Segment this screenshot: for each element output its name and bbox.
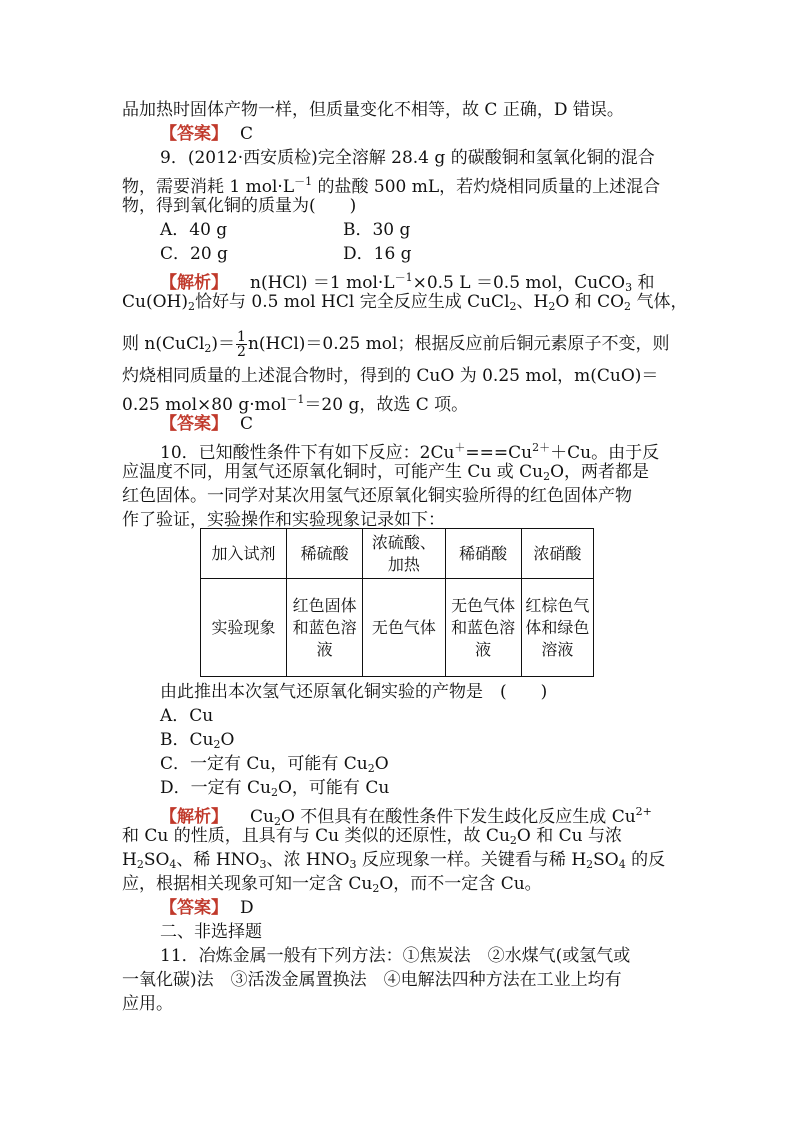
option-c: C．一定有 Cu，可能有 $Cu_2O$ xyxy=(160,754,389,775)
text-line: 应温度不同，用氢气还原氧化铜时，可能产生 Cu 或 $Cu_2O$，两者都是 xyxy=(122,462,650,483)
option-a: A．40 g xyxy=(160,220,228,240)
table-cell: 红色固体和蓝色溶液 xyxy=(287,579,363,677)
experiment-table xyxy=(200,528,594,677)
question-11: 11．冶炼金属一般有下列方法：①焦炭法 ②水煤气(或氢气或 xyxy=(160,946,631,966)
table-cell: 加入试剂 xyxy=(201,529,287,579)
text-line: 应，根据相关现象可知一定含 $Cu_2O$，而不一定含 Cu。 xyxy=(122,874,542,895)
text-line: 物，得到氧化铜的质量为( ) xyxy=(122,196,357,216)
table-cell: 红棕色气体和绿色溶液 xyxy=(521,579,593,677)
answer-label: 【答案】 xyxy=(160,898,228,918)
answer-line: 【答案】 C xyxy=(160,124,254,144)
analysis-line: 【解析】 n(HCl) ＝1 $mol\cdot L^{-1}\times 0.5$ L ＝0.5 mol，CuCO$_3$ 和 xyxy=(160,271,655,294)
table-row xyxy=(201,579,594,677)
analysis-label: 【解析】 xyxy=(160,807,228,827)
text-line: 0.25 mol×80 g·mol$^{-1}$＝20 g，故选 C 项。 xyxy=(122,393,469,415)
text-line: 作了验证，实验操作和实验现象记录如下： xyxy=(122,510,445,530)
text-line: $H_2SO_4$、稀 $HNO_3$、浓 $HNO_3$ 反应现象一样。关键看与稀 $H_2SO_4$ 的反 xyxy=(122,850,666,871)
option-b: B．$Cu_2O$ xyxy=(160,730,235,751)
option-d: D．一定有 $Cu_2O$，可能有 Cu xyxy=(160,778,390,799)
table-cell: 无色气体和蓝色溶液 xyxy=(445,579,521,677)
table-cell: 无色气体 xyxy=(363,579,445,677)
answer-label: 【答案】 xyxy=(160,414,228,434)
fraction: $\frac{1}{2}$ xyxy=(237,329,246,360)
option-b: B．30 g xyxy=(343,220,411,240)
table-cell: 稀硫酸 xyxy=(287,529,363,579)
table-cell: 浓硫酸、加热 xyxy=(363,529,445,579)
question-10: 10．已知酸性条件下有如下反应：$2Cu^+===Cu^{2+}+Cu$。由于反 xyxy=(160,441,660,463)
option-a: A．Cu xyxy=(160,706,214,726)
table-cell: 稀硝酸 xyxy=(445,529,521,579)
text-line: 灼烧相同质量的上述混合物时，得到的 CuO 为 0.25 mol，m(CuO)＝ xyxy=(122,366,659,386)
answer-label: 【答案】 xyxy=(160,124,228,144)
text-line: 一氧化碳)法 ③活泼金属置换法 ④电解法四种方法在工业上均有 xyxy=(122,970,622,990)
table-cell: 浓硝酸 xyxy=(521,529,593,579)
text-line: 应用。 xyxy=(122,994,173,1014)
analysis-label: 【解析】 xyxy=(160,273,228,293)
analysis-line: 【解析】 $Cu_2O$ 不但具有在酸性条件下发生歧化反应生成 $Cu^{2+}$ xyxy=(160,805,652,828)
text-line: 则 n(CuCl$_2$)＝ $\frac{1}{2}$ n(HCl)＝0.25 mol；根据反应前后铜元素原子不变，则 xyxy=(122,329,670,360)
option-d: D．16 g xyxy=(343,244,412,264)
answer-line: 【答案】 D xyxy=(160,898,254,918)
text-line: 由此推出本次氢气还原氧化铜实验的产物是 ( ) xyxy=(160,682,548,702)
text-line: 和 Cu 的性质，且具有与 Cu 类似的还原性，故 $Cu_2O$ 和 Cu 与浓 xyxy=(122,826,622,847)
option-c: C．20 g xyxy=(160,244,228,264)
table-header-row xyxy=(201,529,594,579)
question-9: 9．(2012·西安质检)完全溶解 28.4 g 的碳酸铜和氢氧化铜的混合 xyxy=(160,148,655,168)
section-heading: 二、非选择题 xyxy=(160,922,262,942)
text-line: 品加热时固体产物一样，但质量变化不相等，故 C 正确，D 错误。 xyxy=(122,100,624,120)
table-cell: 实验现象 xyxy=(201,579,287,677)
text-line: 红色固体。一同学对某次用氢气还原氧化铜实验所得的红色固体产物 xyxy=(122,486,632,506)
text-line: 物，需要消耗 1 $mol\cdot L^{-1}$ 的盐酸 500 mL，若灼烧相同质量的上述混合 xyxy=(122,175,661,197)
answer-line: 【答案】 C xyxy=(160,414,254,434)
text-line: $Cu(OH)_2$恰好与 0.5 mol HCl 完全反应生成 CuCl$_2$、$H_2O$ 和 $CO_2$ 气体， xyxy=(122,292,688,313)
